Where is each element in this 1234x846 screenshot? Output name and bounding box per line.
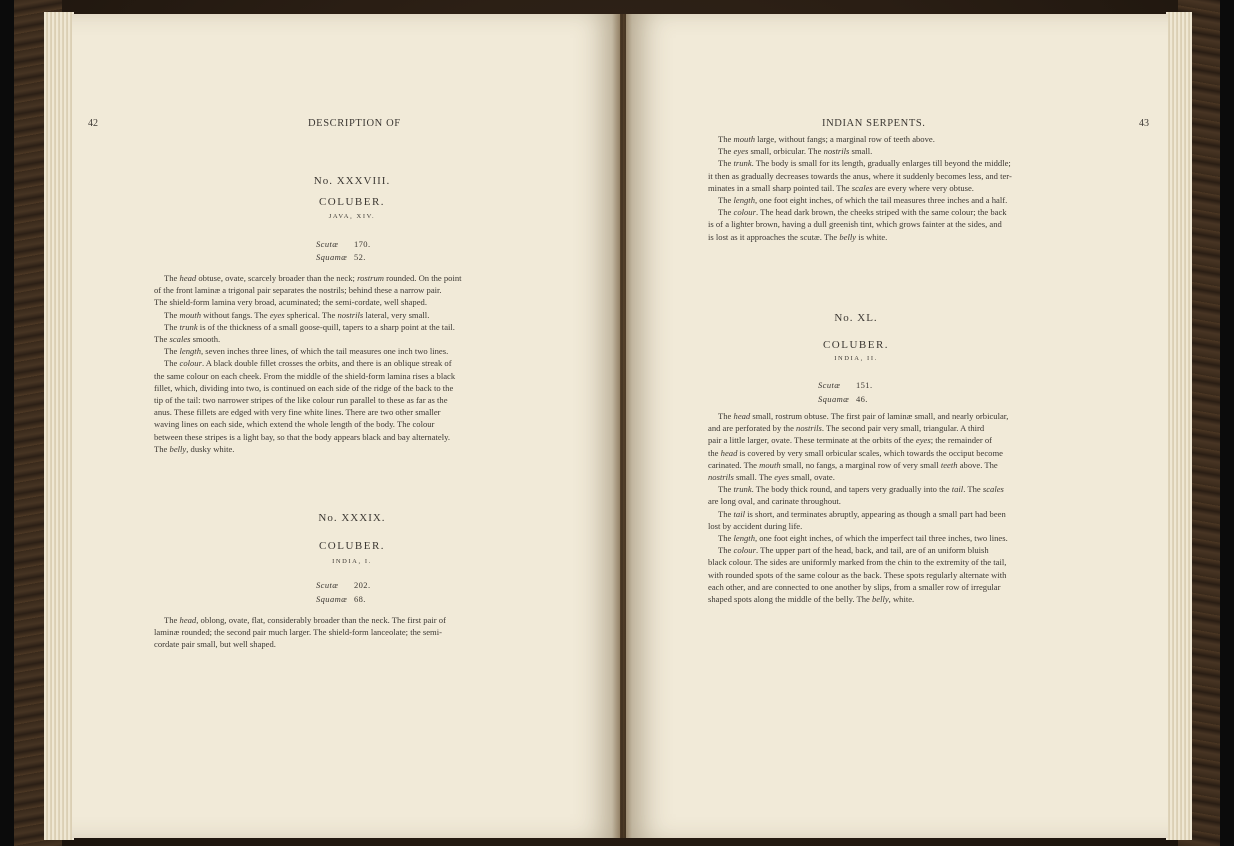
left-folio: 42 [88, 118, 98, 129]
entry-39-continuation: The mouth large, without fangs; a marginal row of teeth above. The eyes small, orbicular. The nostrils small. The trunk. The body is small for its length, gradually enlarges till beyond the middle; it then as gradually decreases towards the anus, where it suddenly becomes less, and ter- minates in a small sharp pointed tail. The scales are every where very obtuse. The length, one foot eight inches, of which the tail measures three inches and a half. The colour. The head dark brown, the cheeks striped with the same colour; the back is of a lighter brown, having a dull greenish tint, which grows fainter at the sides, and is lost as it approaches the scutæ. The belly is white. [708, 134, 1012, 242]
entry-38-locality: JAVA, XIV. [328, 213, 376, 220]
squamae-label: Squamæ [818, 394, 850, 404]
entry-39-scutae [316, 580, 370, 590]
right-folio: 43 [1139, 118, 1149, 129]
entry-38-number: No. XXXVIII. [313, 175, 391, 187]
entry-40-locality: INDIA, II. [834, 355, 878, 362]
right-running-head: INDIAN SERPENTS. [822, 118, 926, 129]
entry-39-genus: COLUBER. [318, 540, 386, 552]
entry-40-description: The head small, rostrum obtuse. The first pair of laminæ small, and nearly orbicular, and are perforated by the nostrils. The second pair very small, triangular. A third pair a little larger, ovate. These terminate at the orbits of the eyes; the remainder of the head is covered by very small orbicular scales, which towards the occiput become carinated. The mouth small, no fangs, a marginal row of very small teeth above. The nostrils small. The eyes small, ovate. The trunk. The body thick round, and tapers very gradually into the tail. The scales are long oval, and carinate throughout. The tail is short, and terminates abruptly, appearing as though a small part had been lost by accident during life. The length, one foot eight inches, of which the imperfect tail three inches, two lines. The colour. The upper part of the head, back, and tail, are of an uniform bluish black colour. The sides are uniformly marked from the chin to the extremity of the tail, with rounded spots of the same colour as the back. These spots regularly alternate with each other, and are connected to one another by slips, from a smaller row of irregular shaped spots along the middle of the belly. The belly, white. [708, 411, 1009, 605]
entry-40-scutae [818, 380, 872, 390]
entry-38-description: The head obtuse, ovate, scarcely broader than the neck; rostrum rounded. On the point of the front laminæ a trigonal pair separates the nostrils; behind these a narrow pair. The shield-form lamina very broad, acuminated; the semi-cordate, well shaped. The mouth without fangs. The eyes spherical. The nostrils lateral, very small. The trunk is of the thickness of a small goose-quill, tapers to a sharp point at the tail. The scales smooth. The length, seven inches three lines, of which the tail measures one inch two lines. The colour. A black double fillet crosses the orbits, and there is an oblique streak of the same colour on each cheek. From the middle of the shield-form lamina rises a black fillet, which, dividing into two, is continued on each side of the ridge of the back to the tip of the tail: two narrower stripes of the like colour run parallel to these as far as the anus. These fillets are edged with very fine white lines. There are two other smaller waving lines on each side, which extend the whole length of the body. The colour between these stripes is a light bay, so that the body appears black and bay alternately. The belly, dusky white. [154, 273, 462, 454]
scutae-value: 202. [354, 580, 371, 590]
squamae-value: 52. [354, 252, 366, 262]
entry-38-genus: COLUBER. [318, 196, 386, 208]
left-page-edges [44, 12, 74, 840]
entry-40-number: No. XL. [834, 312, 878, 324]
book-gutter [612, 14, 632, 838]
entry-40-squamae [818, 394, 868, 404]
entry-39-description: The head, oblong, ovate, flat, considerably broader than the neck. The first pair of laminæ rounded; the second pair much larger. The shield-form lanceolate; the semi- cordate pair small, but well shaped. [154, 615, 446, 650]
scutae-label: Scutæ [316, 580, 339, 590]
entry-39-locality: INDIA, I. [332, 558, 372, 565]
right-page-edges [1166, 12, 1192, 840]
squamae-label: Squamæ [316, 252, 348, 262]
squamae-value: 46. [856, 394, 868, 404]
entry-38-squamae [316, 252, 366, 262]
scutae-value: 151. [856, 380, 873, 390]
squamae-label: Squamæ [316, 594, 348, 604]
scutae-label: Scutæ [818, 380, 841, 390]
entry-39-number: No. XXXIX. [318, 512, 386, 524]
scutae-label: Scutæ [316, 239, 339, 249]
squamae-value: 68. [354, 594, 366, 604]
scutae-value: 170. [354, 239, 371, 249]
entry-38-scutae [316, 239, 370, 249]
entry-39-squamae [316, 594, 366, 604]
left-running-head: DESCRIPTION OF [308, 118, 401, 129]
entry-40-genus: COLUBER. [822, 339, 890, 351]
